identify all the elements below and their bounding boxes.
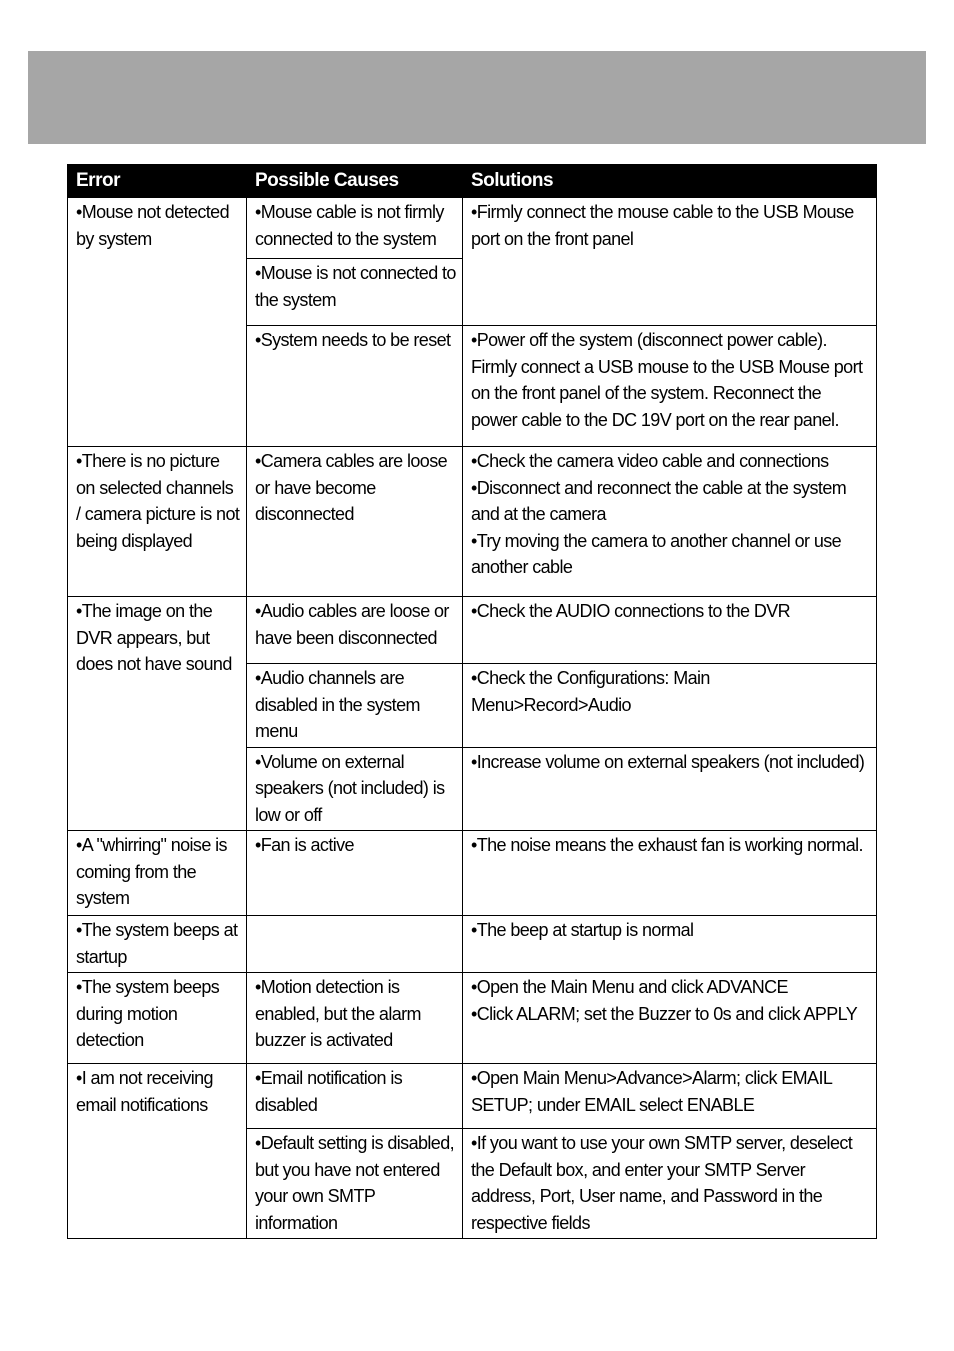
solution-cell — [463, 831, 877, 916]
error-cell — [68, 831, 247, 916]
solution-cell — [463, 597, 877, 664]
cause-text: •Camera cables are loose or have become disconnected — [255, 451, 448, 524]
error-cell — [68, 1064, 247, 1239]
cause-text: •Email notification is disabled — [255, 1068, 403, 1115]
table-header-row — [68, 165, 877, 198]
solution-text: •Firmly connect the mouse cable to the USB Mouse port on the front panel — [471, 202, 854, 249]
header-possible-causes: Possible Causes — [247, 165, 463, 198]
table-row — [68, 916, 877, 973]
error-text: •The system beeps at startup — [76, 920, 238, 967]
cause-cell — [247, 747, 463, 831]
cause-text: •Volume on external speakers (not included) is low or off — [255, 751, 445, 825]
troubleshooting-table — [67, 164, 877, 1239]
solution-text: •Click ALARM; set the Buzzer to 0s and click APPLY — [471, 1003, 858, 1024]
cause-cell — [247, 1129, 463, 1239]
error-cell — [68, 973, 247, 1064]
table-row — [68, 447, 877, 597]
cause-cell — [247, 447, 463, 597]
cause-cell — [247, 916, 463, 973]
solution-text: •Increase volume on external speakers (not included) — [471, 751, 865, 772]
solution-cell — [463, 747, 877, 831]
solution-text: •If you want to use your own SMTP server, deselect the Default box, and enter your SMTP Server address, Port, User name, and Password in the respective fields — [471, 1133, 853, 1233]
error-text: •Mouse not detected by system — [76, 202, 230, 249]
solution-cell — [463, 973, 877, 1064]
cause-cell — [247, 597, 463, 664]
error-cell — [68, 447, 247, 597]
error-text: •The system beeps during motion detection — [76, 977, 220, 1050]
cause-cell — [247, 973, 463, 1064]
solution-cell — [463, 447, 877, 597]
solution-text: •The noise means the exhaust fan is working normal. — [471, 835, 863, 855]
solution-cell — [463, 916, 877, 973]
solution-text: •Try moving the camera to another channel or use another cable — [471, 530, 842, 577]
error-text: •There is no picture on selected channels / camera picture is not being displayed — [76, 451, 240, 551]
table-row — [68, 831, 877, 916]
header-solutions: Solutions — [463, 165, 877, 198]
header-error: Error — [68, 165, 247, 198]
error-text: •I am not receiving email notifications — [76, 1068, 213, 1115]
solution-cell — [463, 1064, 877, 1129]
table-row — [68, 198, 877, 259]
solution-cell — [463, 664, 877, 748]
cause-text: •Default setting is disabled, but you have not entered your own SMTP information — [255, 1133, 455, 1233]
table-row — [68, 973, 877, 1064]
cause-text: •Audio channels are disabled in the system menu — [255, 668, 420, 741]
solution-cell — [463, 326, 877, 447]
solution-text: •Open the Main Menu and click ADVANCE — [471, 977, 788, 997]
error-cell — [68, 916, 247, 973]
cause-cell — [247, 326, 463, 447]
cause-text: •System needs to be reset — [255, 330, 451, 350]
header-band — [28, 51, 926, 144]
table-row — [68, 1064, 877, 1129]
solution-cell — [463, 1129, 877, 1239]
cause-text: •Mouse cable is not firmly connected to the system — [255, 202, 444, 249]
error-cell — [68, 597, 247, 831]
solution-text: •Check the Configurations: Main Menu>Record>Audio — [471, 668, 710, 715]
solution-text: •The beep at startup is normal — [471, 920, 694, 940]
solution-text: •Disconnect and reconnect the cable at the system and at the camera — [471, 477, 847, 524]
cause-text: •Mouse is not connected to the system — [255, 263, 456, 310]
cause-text: •Motion detection is enabled, but the alarm buzzer is activated — [255, 977, 421, 1050]
cause-cell — [247, 198, 463, 259]
cause-text: •Fan is active — [255, 835, 354, 855]
cause-cell — [247, 259, 463, 326]
solution-text: •Check the AUDIO connections to the DVR — [471, 601, 791, 621]
solution-text: •Power off the system (disconnect power cable). Firmly connect a USB mouse to the USB Mouse port on the front panel of the system. Reconnect the power cable to the DC 19V port on the rear panel. — [471, 330, 863, 430]
error-cell — [68, 198, 247, 447]
solution-cell — [463, 198, 877, 326]
cause-cell — [247, 1064, 463, 1129]
cause-cell — [247, 664, 463, 748]
cause-text: •Audio cables are loose or have been disconnected — [255, 601, 449, 648]
error-text: •A "whirring" noise is coming from the system — [76, 835, 227, 908]
error-text: •The image on the DVR appears, but does not have sound — [76, 601, 232, 674]
cause-cell — [247, 831, 463, 916]
solution-text: •Open Main Menu>Advance>Alarm; click EMAIL SETUP; under EMAIL select ENABLE — [471, 1068, 832, 1115]
table-row — [68, 597, 877, 664]
solution-text: •Check the camera video cable and connections — [471, 451, 829, 471]
